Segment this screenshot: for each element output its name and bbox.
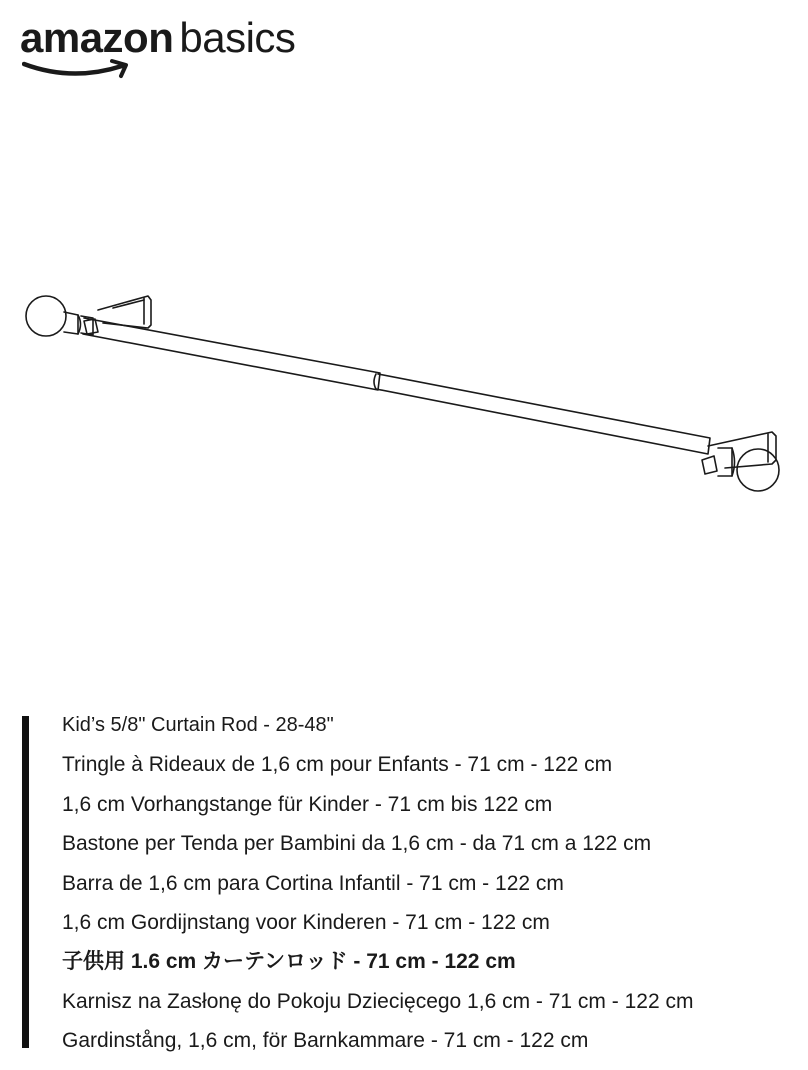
product-title-nl: 1,6 cm Gordijnstang voor Kinderen - 71 cm - 122 cm [62, 910, 550, 934]
curtain-rod-icon [20, 290, 790, 520]
product-title-en: Kid’s 5/8" Curtain Rod - 28-48" [62, 714, 334, 736]
brand-logo [20, 14, 340, 84]
smile-arrow-icon [22, 56, 142, 80]
accent-bar [22, 716, 29, 1048]
product-title-de: 1,6 cm Vorhangstange für Kinder - 71 cm bis 122 cm [62, 792, 553, 816]
product-title-ja: 子供用 1.6 cm カーテンロッド - 71 cm - 122 cm [62, 950, 516, 974]
brand-name-bold: amazon [20, 14, 174, 61]
product-title-sv: Gardinstång, 1,6 cm, för Barnkammare - 71 cm - 122 cm [62, 1029, 589, 1053]
left-finial-icon [26, 296, 66, 336]
product-title-es: Barra de 1,6 cm para Cortina Infantil - 71 cm - 122 cm [62, 871, 564, 895]
brand-name-regular: basics [179, 14, 296, 61]
product-title-fr: Tringle à Rideaux de 1,6 cm pour Enfants - 71 cm - 122 cm [62, 753, 613, 777]
right-finial-icon [737, 449, 779, 491]
brand-wordmark [20, 14, 295, 62]
product-title-list [62, 706, 802, 1061]
product-title-it: Bastone per Tenda per Bambini da 1,6 cm - da 71 cm a 122 cm [62, 832, 652, 856]
product-title-pl: Karnisz na Zasłonę do Pokoju Dziecięcego 1,6 cm - 71 cm - 122 cm [62, 989, 694, 1013]
